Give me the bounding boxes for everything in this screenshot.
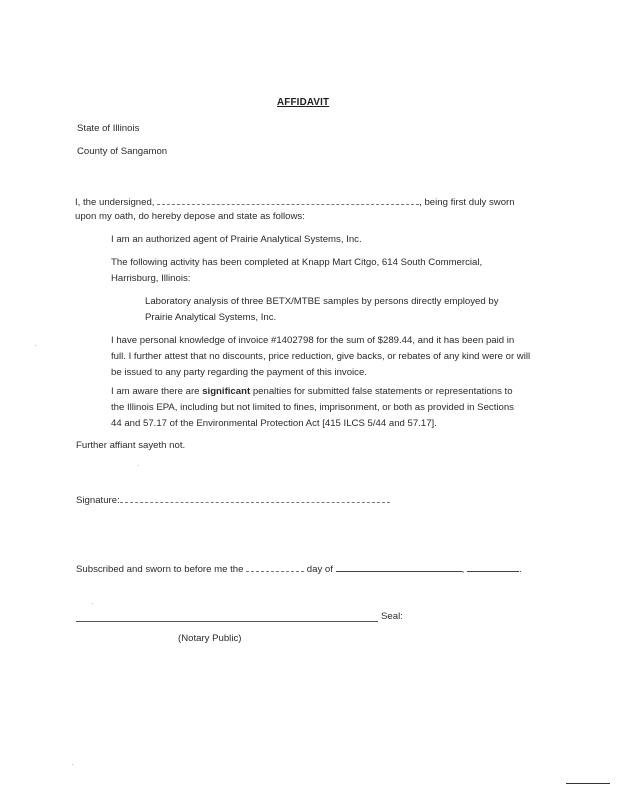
penalties-paragraph [111, 384, 527, 432]
oath-line-2: upon my oath, do hereby depose and state as follows: [75, 211, 305, 222]
scan-speck [138, 465, 139, 466]
scan-speck [35, 345, 36, 346]
county-line: County of Sangamon [77, 146, 168, 157]
corner-scan-line [566, 783, 610, 784]
penalties-rest: penalties for submitted false statements or representations to the Illinois EPA, including but not limited to fines, imprisonment, or both as provided in Sections 44 and 57.17 of the Environmental Protection Act [415 ILCS 5/44 and 57.17]. [111, 386, 514, 429]
subscribed-prefix: Subscribed and sworn to before me the [76, 564, 247, 575]
day-of-label: day of [304, 564, 336, 575]
signature-label: Signature: [76, 495, 120, 506]
lab-analysis-paragraph: Laboratory analysis of three BETX/MTBE samples by persons directly employed by Prairie Analytical Systems, Inc. [145, 296, 499, 323]
oath-line-1 [75, 196, 515, 208]
notary-signature-blank[interactable] [76, 621, 378, 622]
subscribed-line [76, 563, 522, 575]
scan-speck [92, 603, 93, 604]
invoice-paragraph: I have personal knowledge of invoice #1402798 for the sum of $289.44, and it has been paid in full. I further attest that no discounts, price reduction, give backs, or rebates of any kind were or will be issued to any party regarding the payment of this invoice. [111, 335, 531, 378]
activity-paragraph: The following activity has been completed at Knapp Mart Citgo, 614 South Commercial, Harrisburg, Illinois: [111, 257, 483, 284]
day-blank[interactable] [246, 563, 304, 572]
scan-speck [72, 764, 73, 765]
penalties-emphasis: significant [202, 386, 251, 397]
notary-public-label: (Notary Public) [178, 633, 242, 644]
signature-line [76, 494, 390, 506]
signature-blank[interactable] [120, 494, 390, 503]
date-comma: , [461, 564, 467, 575]
date-period: . [518, 564, 522, 575]
page-title: AFFIDAVIT [277, 97, 330, 108]
oath-suffix: , being first duly sworn [419, 197, 515, 208]
agent-paragraph: I am an authorized agent of Prairie Analytical Systems, Inc. [111, 234, 362, 245]
seal-label: Seal: [381, 611, 403, 622]
month-blank[interactable] [336, 563, 462, 572]
undersigned-name-blank [157, 196, 419, 205]
state-line: State of Illinois [77, 123, 140, 134]
penalties-prefix: I am aware there are [111, 386, 203, 397]
year-blank[interactable] [467, 563, 519, 572]
further-affiant-line: Further affiant sayeth not. [76, 440, 186, 451]
oath-intro: I, the undersigned, [75, 197, 158, 208]
